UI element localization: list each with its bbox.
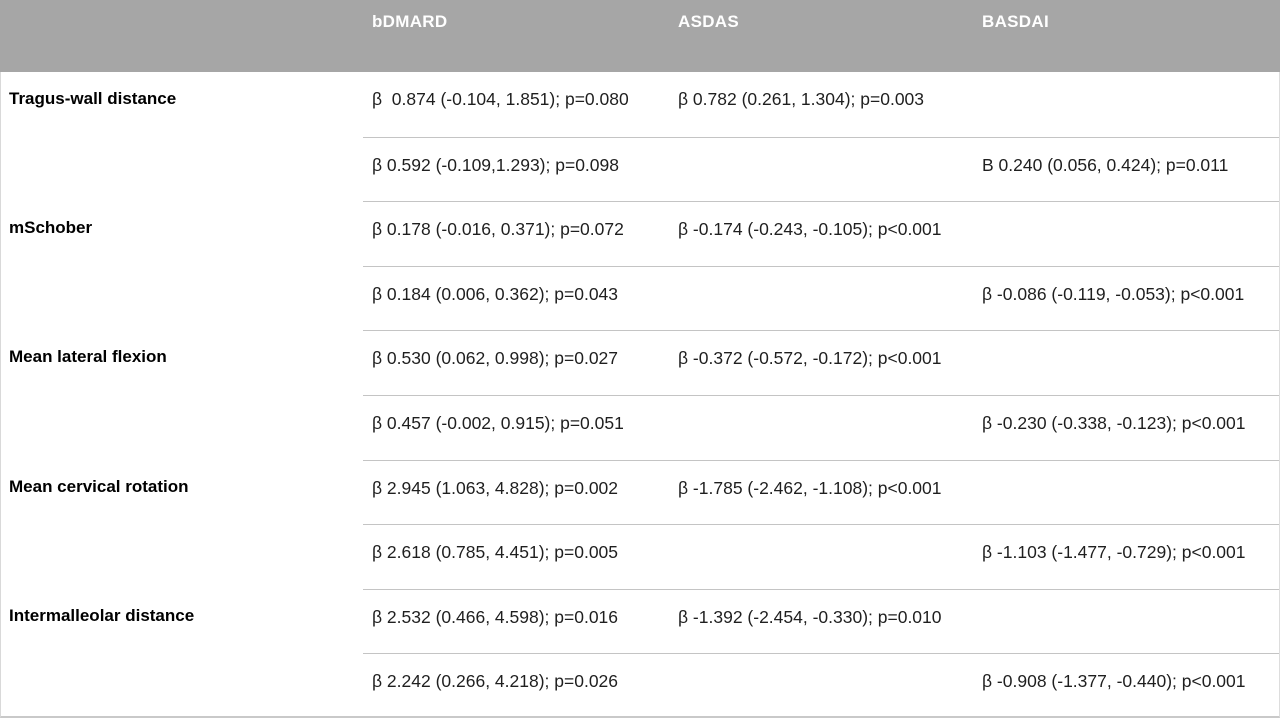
table-body (0, 72, 1280, 718)
cell-bdmard: β 0.457 (-0.002, 0.915); p=0.051 (363, 395, 669, 460)
cell-bdmard: β 2.532 (0.466, 4.598); p=0.016 (363, 589, 669, 654)
cell-basdai (973, 201, 1279, 266)
table-row (1, 653, 1279, 718)
cell-basdai (973, 72, 1279, 137)
cell-asdas: β -1.392 (-2.454, -0.330); p=0.010 (669, 589, 973, 654)
cell-basdai (973, 589, 1279, 654)
table-row (1, 137, 1279, 202)
cell-bdmard: β 0.184 (0.006, 0.362); p=0.043 (363, 266, 669, 331)
cell-bdmard: β 2.618 (0.785, 4.451); p=0.005 (363, 524, 669, 589)
cell-bdmard: β 0.178 (-0.016, 0.371); p=0.072 (363, 201, 669, 266)
header-cell-bdmard: bDMARD (372, 12, 448, 31)
cell-bdmard: β 0.530 (0.062, 0.998); p=0.027 (363, 330, 669, 395)
cell-basdai: β -0.086 (-0.119, -0.053); p<0.001 (973, 266, 1279, 331)
cell-bdmard: β 0.592 (-0.109,1.293); p=0.098 (363, 137, 669, 202)
row-label (1, 137, 363, 202)
table-row (1, 395, 1279, 460)
table-row (1, 201, 1279, 266)
cell-asdas: β 0.782 (0.261, 1.304); p=0.003 (678, 89, 925, 109)
table-row (1, 524, 1279, 589)
cell-basdai: β -1.103 (-1.477, -0.729); p<0.001 (973, 524, 1279, 589)
table-row (1, 330, 1279, 395)
cell-asdas: β -0.372 (-0.572, -0.172); p<0.001 (669, 330, 973, 395)
cell-basdai: β -0.230 (-0.338, -0.123); p<0.001 (973, 395, 1279, 460)
row-label (1, 266, 363, 331)
cell-asdas (669, 395, 973, 460)
cell-basdai: β -0.908 (-1.377, -0.440); p<0.001 (973, 653, 1279, 718)
cell-basdai: B 0.240 (0.056, 0.424); p=0.011 (973, 137, 1279, 202)
cell-asdas: β -0.174 (-0.243, -0.105); p<0.001 (669, 201, 973, 266)
row-label: Intermalleolar distance (9, 605, 195, 625)
cell-basdai (973, 460, 1279, 525)
cell-bdmard: β 2.242 (0.266, 4.218); p=0.026 (363, 653, 669, 718)
row-label (1, 653, 363, 718)
row-label: Mean lateral flexion (9, 347, 167, 367)
row-label (1, 524, 363, 589)
cell-bdmard: β 0.874 (-0.104, 1.851); p=0.080 (372, 89, 629, 109)
table-row (1, 72, 1279, 137)
cell-asdas (669, 137, 973, 202)
header-cell-asdas: ASDAS (678, 12, 740, 31)
cell-asdas (669, 524, 973, 589)
cell-asdas (669, 266, 973, 331)
cell-asdas (669, 653, 973, 718)
cell-asdas: β -1.785 (-2.462, -1.108); p<0.001 (669, 460, 973, 525)
row-label: mSchober (9, 218, 93, 238)
header-cell-empty (0, 0, 363, 72)
header-cell-basdai: BASDAI (982, 12, 1049, 31)
cell-basdai (973, 330, 1279, 395)
table-row (1, 460, 1279, 525)
table-row (1, 589, 1279, 654)
cell-bdmard: β 2.945 (1.063, 4.828); p=0.002 (363, 460, 669, 525)
table-row (1, 266, 1279, 331)
row-label: Mean cervical rotation (9, 476, 189, 496)
row-label: Tragus-wall distance (9, 89, 177, 108)
table-header-row (0, 0, 1280, 72)
row-label (1, 395, 363, 460)
